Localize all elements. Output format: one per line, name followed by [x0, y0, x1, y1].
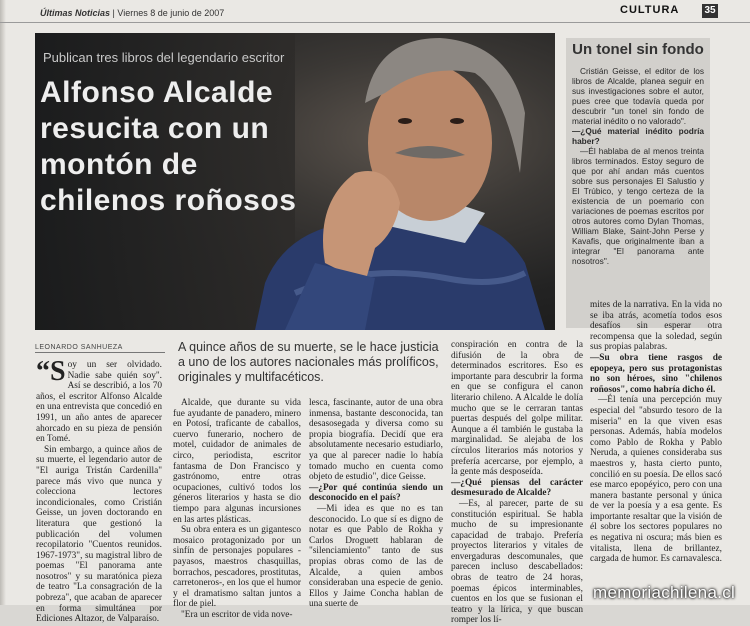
column-paragraph: lesca, fascinante, autor de una obra inmensa, bastante desconocida, tan desasosegada y diversa como su propia biografía. Decidí que era absolutamente necesario estudiarlo, ya que al parecer nadie lo había tomado mucho en cuenta como objeto de estudio", dice Geisse. — [309, 398, 443, 483]
author-credit: LEONARDO SANHUEZA — [35, 344, 123, 351]
column-paragraph: Sin embargo, a quince años de su muerte, el legendario autor de "El auriga Tristán Cardenilla" parece más vivo que nunca y colecciona lectores incondicionales, como Cristián Geisse, un joven doctorando en literatura que gestionó la publicación del volumen recopilatorio "Cuentos reunidos. 1967-1973", su magistral libro de poemas "El panorama ante nosotros" y su maratónica pieza de teatro "La consagración de la pobreza", que acaban de aparecer en forma simultánea por Ediciones Altazor, de Valparaíso. — [36, 444, 162, 625]
column-paragraph: —Es, al parecer, parte de su constitución espiritual. Se habla mucho de su impresionante capacidad de trabajo. Prefería proyectos literarios y vitales de envergaduras descomunales, que parecen incluso descabellados: obras de teatro de 24 horas, poemas épicos interminables, cuentos en los que se fusionan el teatro y la lírica, y que buscan romper los lí- — [451, 498, 583, 626]
page-header — [0, 0, 750, 23]
sidebar-body — [566, 66, 710, 266]
column-paragraph: Su obra entera es un gigantesco mosaico protagonizado por un sinfín de personajes populares -payasos, maestros chasquillas, borrachos, pescadores, prostitutas, carretoneros-, en los que el humor y el dramatismo saltan juntos a flor de piel. — [173, 525, 301, 610]
column-paragraph: oy un ser olvidado. Nadie sabe quién soy". Así se describió, a los 70 años, el escritor Alfonso Alcalde en una entrevista que concedió en 1991, un año antes de aparecer ahorcado en su pieza de pensión en Tomé. — [36, 360, 162, 445]
credit-divider — [35, 352, 165, 353]
column-paragraph: conspiración en contra de la difusión de la obra de determinados escritores. Eso es importante para descubrir la forma en que se configura el canon literario chileno. A Alcalde le dolía mucho que se le cerraran tantas puertas después del golpe militar. Aunque a él también le gustaba la marginalidad. Se alejaba de los círculos literarios más notorios y prefería acercarse, por ejemplo, a la gente más desposeída. — [451, 340, 583, 478]
sidebar-paragraph: —Él hablaba de al menos treinta libros terminados. Estoy seguro de que por ahí andan más cuentos sobre sus personajes El Salustio y El Trúbico, y tengo certeza de la existencia de un poemario con variaciones de poemas escritos por otros autores como Dylan Thomas, William Blake, Saint-John Perse y Kavafis, que originalmente iban a integrar "El panorama ante nosotros". — [572, 146, 704, 266]
page-number: 35 — [702, 4, 718, 18]
column-paragraph: —Él tenía una percepción muy especial del "absurdo tesoro de la miseria" en la que viven esas personas. Además, había modelos como Pablo de Rokha y Pablo Neruda, a quienes consideraba sus maestros y, hasta cierto punto, concilió en su poesía. De ellos sacó ese marco epopéyico, pero con una manera bastante personal y única de ver la poesía y a esa gente. Es importante resaltar que la visión de él sobre los sectores populares no es negativa ni oscura; más bien es vitalista, llena de brillantez, cargada de humor. Es carnavalesca. — [590, 395, 722, 565]
article-column-5 — [590, 300, 722, 565]
article-headline: Alfonso Alcalde resucita con un montón de chilenos roñosos — [40, 76, 297, 217]
column-paragraph: "Era un escritor de vida nove- — [181, 609, 293, 620]
drop-cap: “S — [36, 356, 66, 387]
hero-photo — [35, 33, 555, 330]
page-fold-shadow — [0, 0, 6, 605]
column-paragraph: Alcalde, que durante su vida fue ayudante de panadero, minero en Potosí, traficante de caballos, cuervo funerario, nochero de motel, cuidador de animales de circo, periodista, escritor fantasma de Don Francisco y gastrónomo, entre otras ocupaciones, cultivó todos los géneros literarios y hasta se dio tiempo para algunas incursiones en las artes plásticas. — [173, 398, 301, 525]
sidebar-paragraph: Cristián Geisse, el editor de los libros de Alcalde, planea seguir en sus investigaciones sobre el autor, pues cree que todavía queda por descubrir "un tonel sin fondo de material inédito o no valorado". — [572, 66, 704, 126]
column-paragraph: mites de la narrativa. En la vida no se iba atrás, acometía todos esos desafíos sin esperar otra recompensa que la soledad, según sus propias palabras. — [590, 300, 722, 353]
article-column-3 — [309, 398, 443, 610]
sidebar-question: —¿Qué material inédito podría haber? — [572, 126, 704, 146]
column-paragraph: —Mi idea es que no es tan desconocido. Lo que sí es digno de notar es que Pablo de Rokha y Carlos Droguett hablaran de "silenciamiento" tanto de sus propias obras como de las de Alcalde, a quien ambos consideraban una especie de genio. Ellos y Jaime Concha hablan de una suerte de — [309, 503, 443, 610]
interview-question: —¿Por qué continúa siendo un desconocido en el país? — [309, 482, 443, 504]
interview-question: —¿Qué piensas del carácter desmesurado de Alcalde? — [451, 477, 583, 499]
source-watermark: memoriachilena.cl — [593, 583, 736, 602]
publication-name: Últimas Noticias — [40, 8, 111, 18]
eye-left — [398, 118, 412, 124]
sidebar-title: Un tonel sin fondo — [572, 41, 704, 58]
eye-right — [450, 118, 464, 124]
sidebar-box — [566, 38, 710, 328]
article-deck: A quince años de su muerte, se le hace justicia a uno de los autores nacionales más prolíficos, originales y multifacéticos. — [178, 340, 439, 384]
article-column-2 — [173, 398, 301, 620]
header-publication-line: Últimas Noticias | Viernes 8 de junio de 2007 — [40, 8, 225, 18]
section-name: CULTURA — [620, 4, 680, 16]
interview-question: —Su obra tiene rasgos de epopeya, pero sus protagonistas no son héroes, sino "chilenos roñosos", como habría dicho él. — [590, 352, 722, 395]
publication-date: Viernes 8 de junio de 2007 — [117, 8, 225, 18]
article-kicker: Publican tres libros del legendario escritor — [43, 50, 285, 65]
article-column-4 — [451, 340, 583, 626]
article-column-1 — [36, 356, 162, 625]
